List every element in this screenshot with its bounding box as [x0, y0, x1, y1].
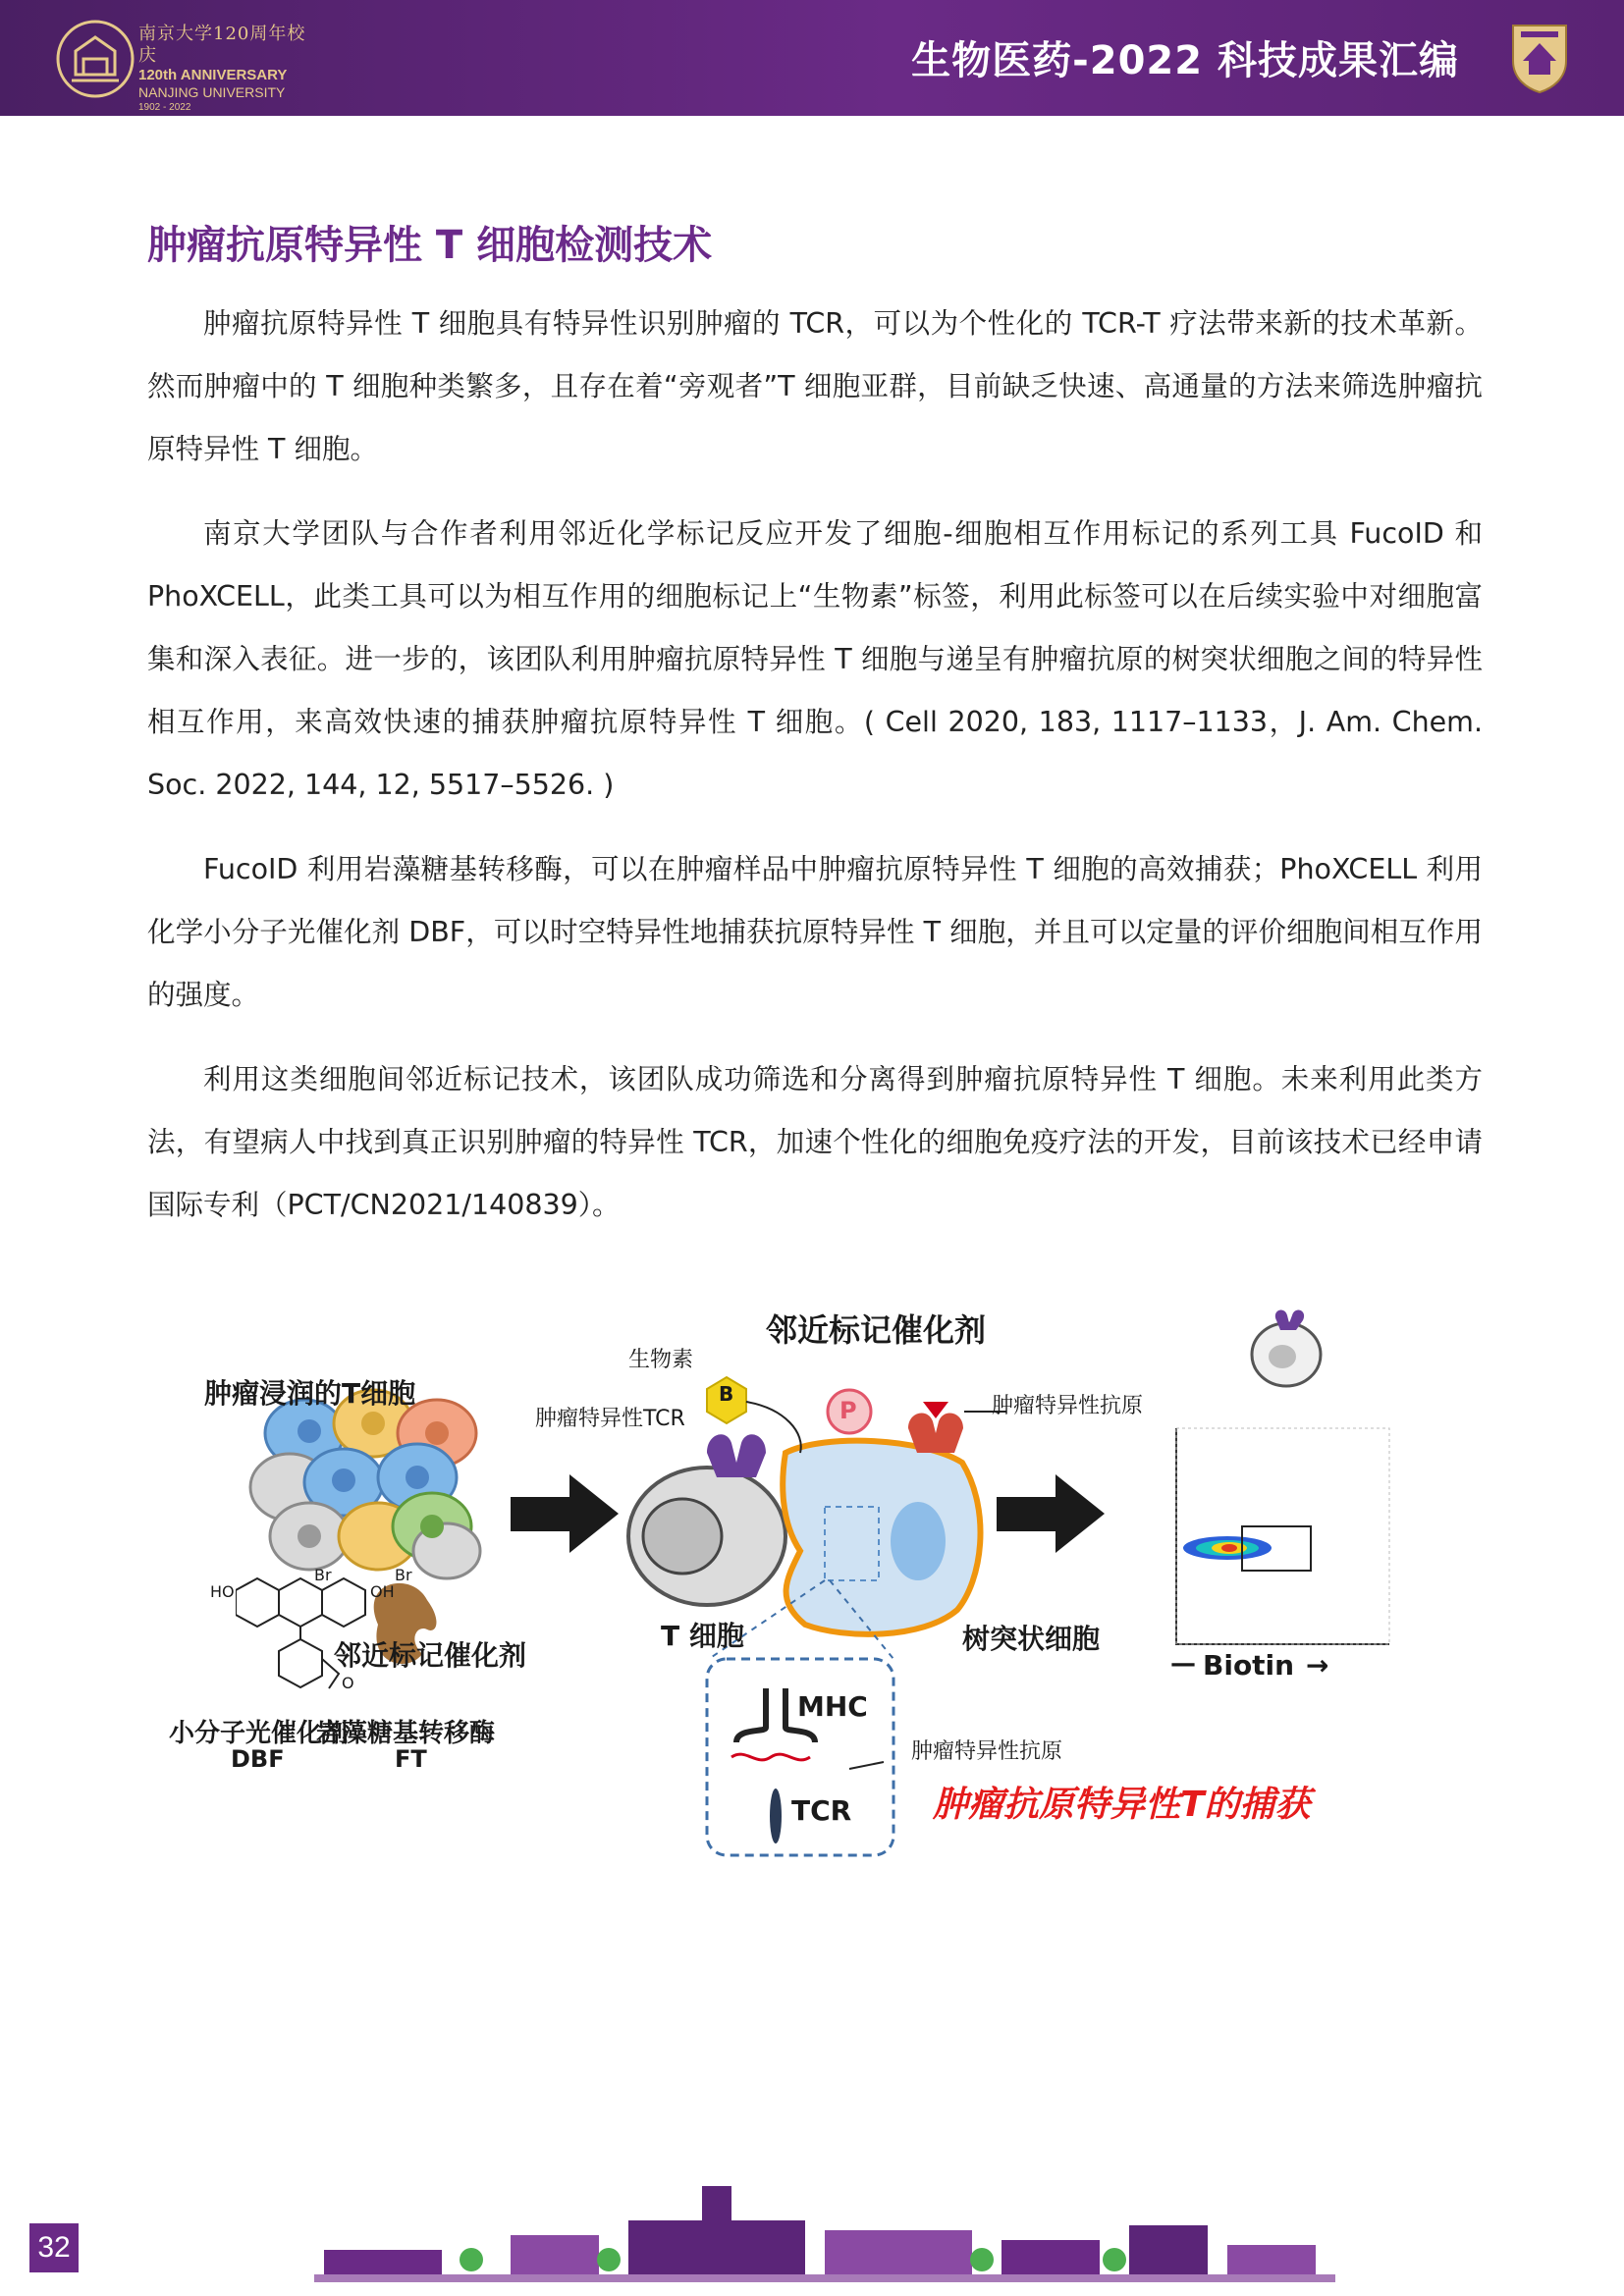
label-o: O — [342, 1674, 354, 1692]
tcr-rod-icon — [770, 1789, 782, 1843]
anniversary-emblem-icon — [54, 18, 136, 100]
tcr-receptor-icon — [707, 1434, 766, 1477]
paragraph: 肿瘤抗原特异性 T 细胞具有特异性识别肿瘤的 TCR，可以为个性化的 TCR-T 疗法带来新的技术革新。然而肿瘤中的 T 细胞种类繁多，且存在着“旁观者”T 细胞亚群，目前缺乏快速、高通量的方法来筛选肿瘤抗原特异性 T 细胞。 — [147, 307, 1483, 465]
peptide-icon — [731, 1754, 810, 1760]
label-t-cell: T 细胞 — [661, 1620, 744, 1652]
label-br: Br — [314, 1566, 332, 1584]
logo-en-line2: NANJING UNIVERSITY — [138, 84, 286, 100]
label-tumor-infiltrating: 肿瘤浸润的T细胞 — [204, 1377, 416, 1410]
pointer-line — [849, 1762, 884, 1769]
page-number: 32 — [29, 2223, 79, 2272]
label-br: Br — [395, 1566, 412, 1584]
arrow-icon — [997, 1474, 1105, 1553]
t-cell-cluster-icon — [250, 1390, 480, 1578]
antigen-icon — [908, 1402, 963, 1453]
label-dendritic-cell: 树突状细胞 — [962, 1623, 1101, 1655]
axis-dash: — — [1170, 1649, 1196, 1679]
university-crest-icon — [1509, 22, 1570, 94]
label-tumor-antigen-inset: 肿瘤特异性抗原 — [911, 1739, 1063, 1764]
label-dbf-cn: 小分子光催化剂 — [169, 1719, 349, 1748]
article-title: 肿瘤抗原特异性 T 细胞检测技术 — [147, 223, 713, 268]
header-title: 生物医药-2022 科技成果汇编 — [911, 38, 1459, 83]
captured-t-cell-icon — [1252, 1310, 1321, 1386]
axis-label-biotin: Biotin — [1203, 1649, 1295, 1682]
paragraph: 利用这类细胞间邻近标记技术，该团队成功筛选和分离得到肿瘤抗原特异性 T 细胞。未来利用此类方法，有望病人中找到真正识别肿瘤的特异性 TCR，加速个性化的细胞免疫疗法的开发，目前该技术已经申请国际专利（PCT/CN2021/140839）。 — [147, 1063, 1483, 1221]
biotin-badge-text: B — [719, 1382, 734, 1406]
page-header — [0, 0, 1624, 116]
label-dbf: DBF — [231, 1745, 285, 1773]
anniversary-logo — [54, 18, 319, 113]
label-ft: FT — [395, 1745, 427, 1773]
photocatalyst-badge-text: P — [839, 1397, 857, 1424]
paragraph: 南京大学团队与合作者利用邻近化学标记反应开发了细胞-细胞相互作用标记的系列工具 FucoID 和 PhoXCELL，此类工具可以为相互作用的细胞标记上“生物素”标签，利用此标签可以在后续实验中对细胞富集和深入表征。进一步的，该团队利用肿瘤抗原特异性 T 细胞与递呈有肿瘤抗原的树突状细胞之间的特异性相互作用，来高效快速的捕获肿瘤抗原特异性 T 细胞。( Cell 2020, 183, 1117–1133，J. Am. Chem. Soc. 2022, 144, 12, 5517–5526. ) — [147, 517, 1483, 801]
article-body — [147, 293, 1483, 1258]
logo-en-line1: 120th ANNIVERSARY — [138, 67, 288, 83]
label-capture: 肿瘤抗原特异性T的捕获 — [933, 1785, 1311, 1825]
label-oh: OH — [370, 1582, 395, 1601]
axis-arrow: → — [1306, 1649, 1329, 1682]
label-ho: HO — [210, 1582, 235, 1601]
label-biotin-cn: 生物素 — [628, 1348, 694, 1372]
arrow-icon — [511, 1474, 619, 1553]
label-mhc: MHC — [797, 1690, 868, 1723]
dendritic-cell-icon — [783, 1441, 980, 1634]
flow-plot — [1176, 1428, 1389, 1644]
label-proximity-catalyst: 邻近标记催化剂 — [766, 1311, 987, 1349]
label-ft-cn: 岩藻糖基转移酶 — [316, 1719, 496, 1748]
schematic-figure — [169, 1286, 1414, 1914]
logo-cn-text: 南京大学120周年校庆 — [138, 24, 306, 66]
campus-skyline-icon — [314, 2181, 1335, 2289]
label-tumor-tcr: 肿瘤特异性TCR — [535, 1407, 685, 1431]
logo-years: 1902 - 2022 — [138, 102, 191, 113]
label-proximity-catalyst-left: 邻近标记催化剂 — [334, 1639, 527, 1672]
paragraph: FucoID 利用岩藻糖基转移酶，可以在肿瘤样品中肿瘤抗原特异性 T 细胞的高效捕获；PhoXCELL 利用化学小分子光催化剂 DBF，可以时空特异性地捕获抗原特异性 T 细胞，并且可以定量的评价细胞间相互作用的强度。 — [147, 853, 1483, 1011]
label-tumor-antigen: 肿瘤特异性抗原 — [992, 1394, 1144, 1418]
label-tcr: TCR — [791, 1794, 852, 1827]
t-cell-icon — [628, 1468, 785, 1605]
